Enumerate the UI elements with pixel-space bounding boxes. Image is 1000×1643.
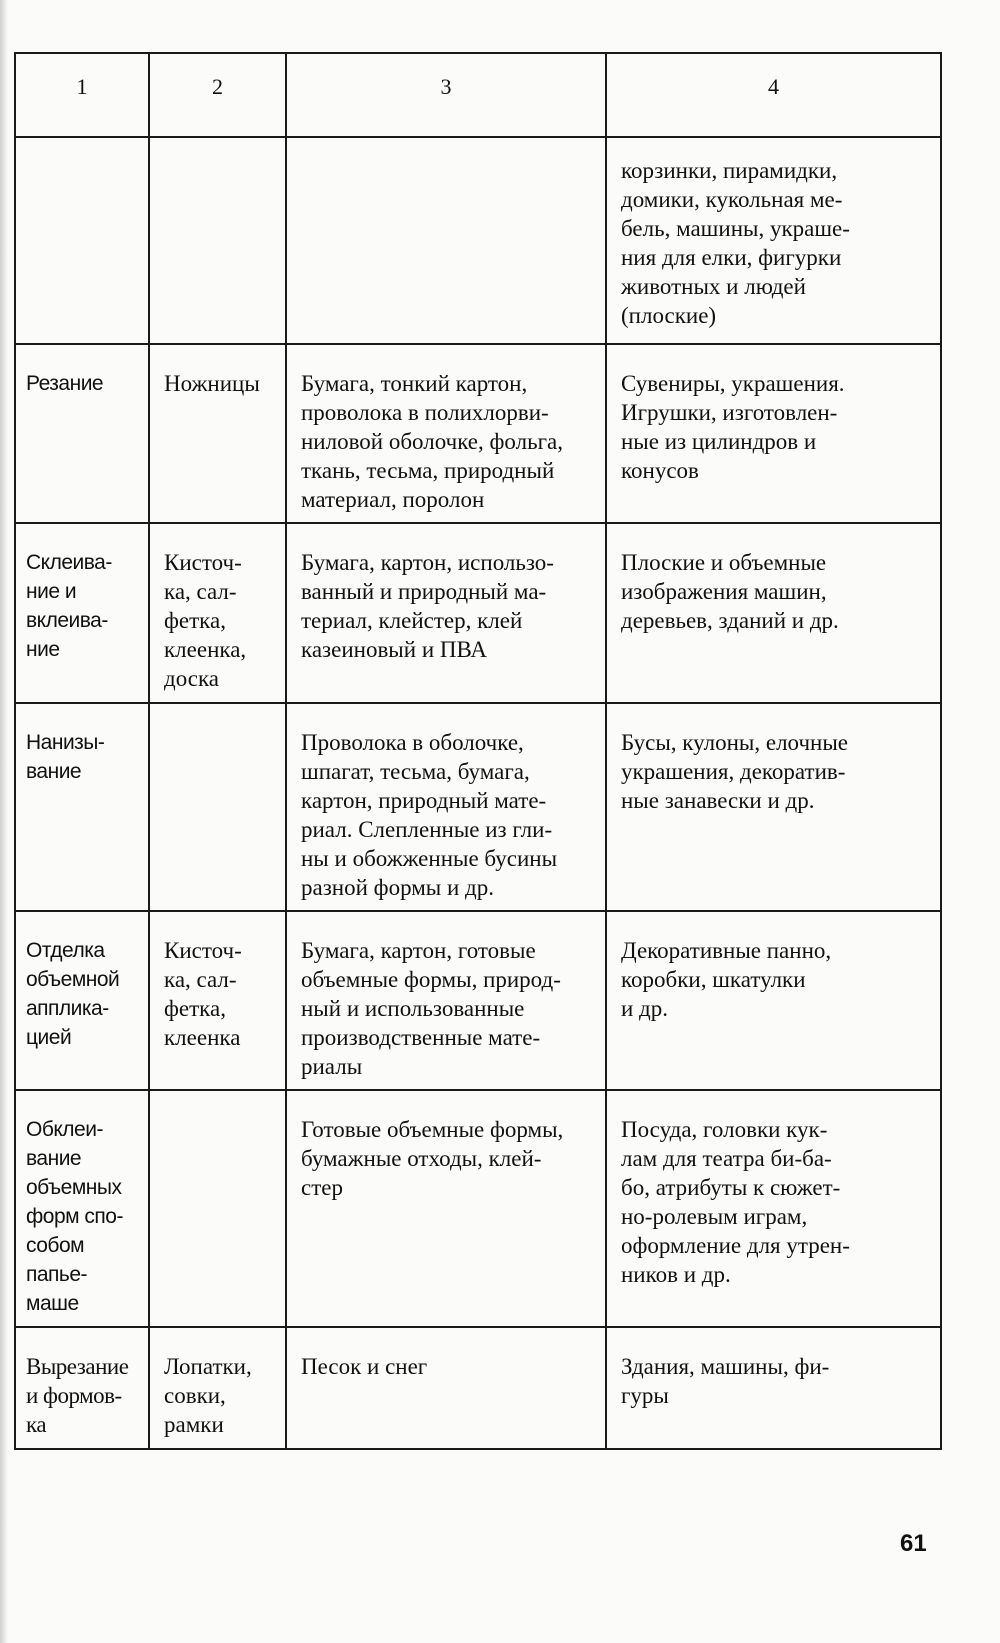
cell-tools: Ножницы <box>149 344 286 523</box>
table-row <box>15 344 941 523</box>
cell-products: Декоративные панно, коробки, шкатулки и др. <box>606 911 941 1090</box>
cell-tools <box>149 703 286 911</box>
cell-materials: Песок и снег <box>286 1327 606 1449</box>
cell-method: Вырезание и формов- ка <box>15 1327 149 1449</box>
table-row <box>15 1090 941 1327</box>
methods-table <box>14 52 942 1450</box>
cell-products: Плоские и объемные изображения машин, деревьев, зданий и др. <box>606 523 941 703</box>
cell-method: Склеива- ние и вклеива- ние <box>15 523 149 703</box>
header-col-4: 4 <box>606 53 941 137</box>
cell-products: Сувениры, украшения. Игрушки, изготовлен- ные из цилиндров и конусов <box>606 344 941 523</box>
page-number: 61 <box>900 1530 927 1557</box>
table-row <box>15 523 941 703</box>
cell-method: Отделка объемной апплика- цией <box>15 911 149 1090</box>
table-row <box>15 911 941 1090</box>
cell-products: Здания, машины, фи- гуры <box>606 1327 941 1449</box>
table-row <box>15 137 941 344</box>
cell-materials: Готовые объемные формы, бумажные отходы, клей- стер <box>286 1090 606 1327</box>
cell-materials <box>286 137 606 344</box>
table-row <box>15 703 941 911</box>
cell-method: Обклеи- вание объемных форм спо- собом папье- маше <box>15 1090 149 1327</box>
header-col-3: 3 <box>286 53 606 137</box>
table-header-row <box>15 53 941 137</box>
cell-method: Нанизы- вание <box>15 703 149 911</box>
cell-tools <box>149 1090 286 1327</box>
cell-tools: Лопатки, совки, рамки <box>149 1327 286 1449</box>
table-row <box>15 1327 941 1449</box>
cell-materials: Бумага, картон, готовые объемные формы, природ- ный и использованные производственные мате- риалы <box>286 911 606 1090</box>
cell-products: Посуда, головки кук- лам для театра би-ба- бо, атрибуты к сюжет- но-ролевым играм, оформление для утрен- ников и др. <box>606 1090 941 1327</box>
cell-materials: Бумага, тонкий картон, проволока в полихлорви- ниловой оболочке, фольга, ткань, тесьма, природный материал, поролон <box>286 344 606 523</box>
cell-materials: Бумага, картон, использо- ванный и природный ма- териал, клейстер, клей казеиновый и ПВА <box>286 523 606 703</box>
cell-products: корзинки, пирамидки, домики, кукольная ме- бель, машины, украше- ния для елки, фигурки животных и людей (плоские) <box>606 137 941 344</box>
header-col-1: 1 <box>15 53 149 137</box>
cell-method <box>15 137 149 344</box>
cell-products: Бусы, кулоны, елочные украшения, декоратив- ные занавески и др. <box>606 703 941 911</box>
page-edge <box>0 0 8 1643</box>
header-col-2: 2 <box>149 53 286 137</box>
cell-method: Резание <box>15 344 149 523</box>
cell-materials: Проволока в оболочке, шпагат, тесьма, бумага, картон, природный мате- риал. Слепленные из гли- ны и обожженные бусины разной формы и др. <box>286 703 606 911</box>
cell-tools <box>149 137 286 344</box>
cell-tools: Кисточ- ка, сал- фетка, клеенка <box>149 911 286 1090</box>
cell-tools: Кисточ- ка, сал- фетка, клеенка, доска <box>149 523 286 703</box>
